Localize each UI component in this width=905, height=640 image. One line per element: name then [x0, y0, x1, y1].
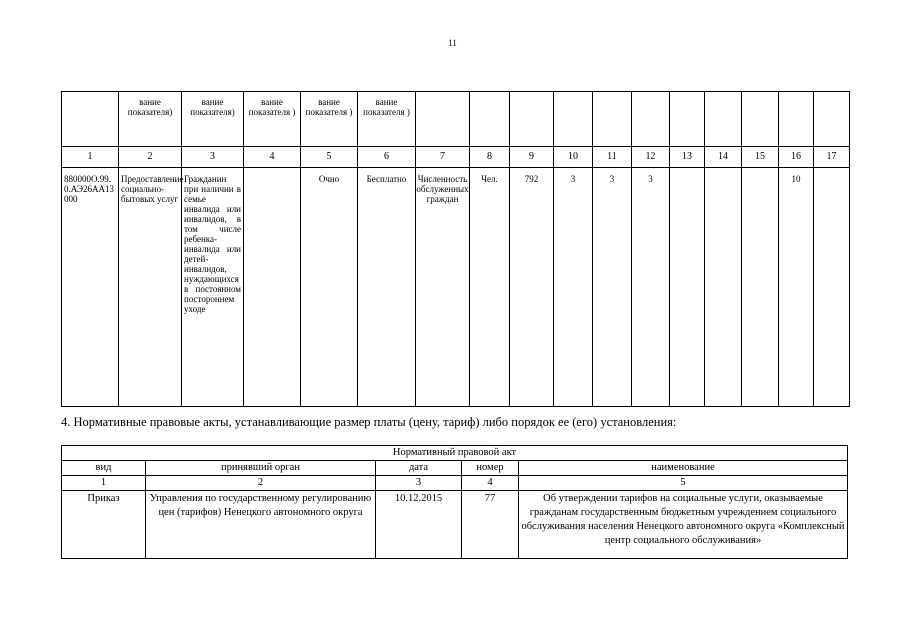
payment-type: Бесплатно: [358, 168, 416, 407]
column-number: 13: [670, 147, 705, 168]
table-title: Нормативный правовой акт: [62, 446, 848, 461]
header-cell: [670, 92, 705, 147]
column-index: 1: [62, 476, 146, 491]
okei-code: 792: [510, 168, 554, 407]
column-number-row: [62, 147, 850, 168]
header-cell: [632, 92, 670, 147]
indicator-name: Численность обслуженных граждан: [416, 168, 470, 407]
column-index-row: [62, 476, 848, 491]
value-col14: [705, 168, 742, 407]
column-index: 2: [146, 476, 376, 491]
column-number: 8: [470, 147, 510, 168]
value-col17: [814, 168, 850, 407]
service-form: Очно: [301, 168, 358, 407]
column-number: 14: [705, 147, 742, 168]
column-header: вид: [62, 461, 146, 476]
column-number: 2: [119, 147, 182, 168]
column-number: 16: [779, 147, 814, 168]
act-type: Приказ: [62, 491, 146, 559]
cell-col4: [244, 168, 301, 407]
value-col12: 3: [632, 168, 670, 407]
column-header-row: [62, 461, 848, 476]
header-cell: [705, 92, 742, 147]
column-number: 3: [182, 147, 244, 168]
service-name: Предоставление социально-бытовых услуг: [119, 168, 182, 407]
unit-name: Чел.: [470, 168, 510, 407]
value-col16: 10: [779, 168, 814, 407]
page-number: 11: [448, 38, 457, 48]
value-col13: [670, 168, 705, 407]
act-authority: Управления по государственному регулированию цен (тарифов) Ненецкого автономного округа: [146, 491, 376, 559]
recipient-category: Гражданин при наличии в семье инвалида или инвалидов, в том числе ребенка-инвалида или детей-инвалидов, нуждающихся в постоянном постороннем уходе: [182, 168, 244, 407]
table-row: [62, 168, 850, 407]
header-cell: вание показателя): [182, 92, 244, 147]
header-cell: [62, 92, 119, 147]
header-cell: [742, 92, 779, 147]
act-name: Об утверждении тарифов на социальные услуги, оказываемые гражданам государственным бюджетным учреждением социального обслуживания населения Ненецкого автономного округа «Комплексный центр социального обслуживания»: [519, 491, 848, 559]
value-col10: 3: [554, 168, 593, 407]
header-cell: [554, 92, 593, 147]
value-col11: 3: [593, 168, 632, 407]
column-header: номер: [462, 461, 519, 476]
value-col15: [742, 168, 779, 407]
act-number: 77: [462, 491, 519, 559]
header-cell: вание показателя): [119, 92, 182, 147]
column-number: 6: [358, 147, 416, 168]
header-cell: [814, 92, 850, 147]
column-number: 15: [742, 147, 779, 168]
column-number: 4: [244, 147, 301, 168]
table-title-row: [62, 446, 848, 461]
column-index: 5: [519, 476, 848, 491]
column-index: 3: [376, 476, 462, 491]
header-cell: [779, 92, 814, 147]
header-cell: [510, 92, 554, 147]
header-row: [62, 92, 850, 147]
table-row: [62, 491, 848, 559]
indicators-table: [61, 91, 850, 407]
header-cell: [416, 92, 470, 147]
header-cell: вание показателя ): [244, 92, 301, 147]
header-cell: [470, 92, 510, 147]
registry-code: 880000О.99.0.АЭ26АА13000: [62, 168, 119, 407]
header-cell: вание показателя ): [301, 92, 358, 147]
column-index: 4: [462, 476, 519, 491]
column-number: 9: [510, 147, 554, 168]
legal-acts-table: [61, 445, 848, 559]
act-date: 10.12.2015: [376, 491, 462, 559]
column-number: 11: [593, 147, 632, 168]
column-header: дата: [376, 461, 462, 476]
column-number: 1: [62, 147, 119, 168]
section-heading: 4. Нормативные правовые акты, устанавливающие размер платы (цену, тариф) либо порядок ее (его) установления:: [61, 415, 677, 429]
column-number: 5: [301, 147, 358, 168]
column-header: наименование: [519, 461, 848, 476]
column-number: 7: [416, 147, 470, 168]
column-number: 10: [554, 147, 593, 168]
column-number: 17: [814, 147, 850, 168]
column-number: 12: [632, 147, 670, 168]
column-header: принявший орган: [146, 461, 376, 476]
header-cell: [593, 92, 632, 147]
header-cell: вание показателя ): [358, 92, 416, 147]
